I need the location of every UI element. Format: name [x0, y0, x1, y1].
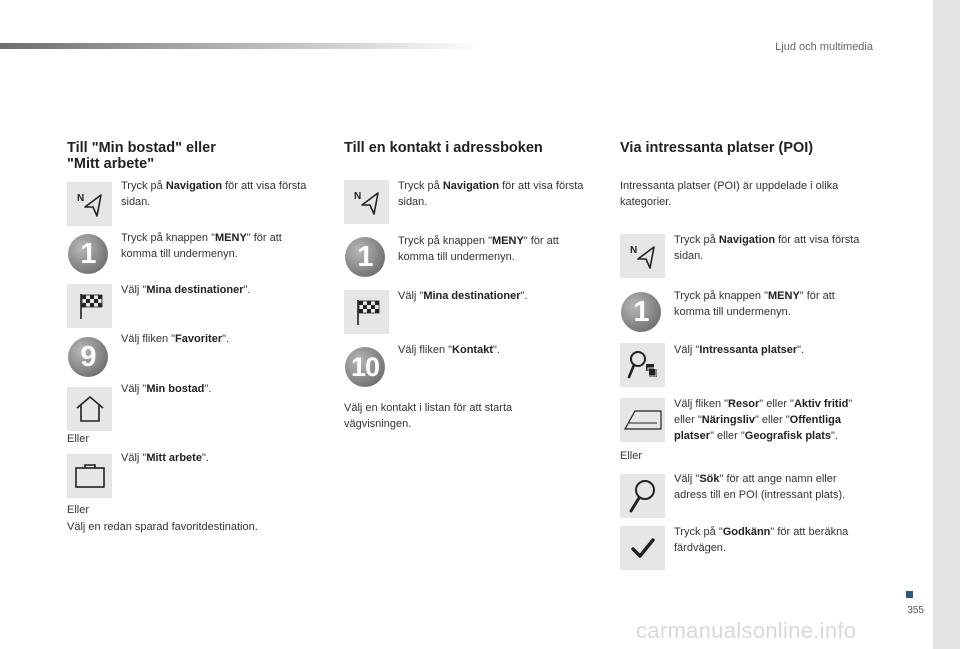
- column-poi: [620, 140, 880, 554]
- svg-text:N: N: [76, 193, 84, 204]
- title-line: Till "Min bostad" eller: [67, 140, 216, 156]
- column-home-work: [67, 140, 317, 533]
- section-title: Ljud och multimedia: [775, 41, 873, 53]
- intro-text: Intressanta platser (POI) är uppdelade i olika kategorier.: [620, 180, 839, 208]
- navigation-icon: [67, 182, 112, 226]
- step-text: Välj "Min bostad".: [121, 383, 212, 395]
- road-icon: [620, 398, 665, 442]
- page-side-band: [933, 0, 960, 649]
- step-number-badge: 1: [68, 234, 108, 274]
- step-text: Välj "Intressanta platser".: [674, 344, 805, 356]
- column-contact: [344, 140, 594, 430]
- checkmark-icon: [620, 526, 665, 570]
- column-title: Till en kontakt i adressboken: [344, 140, 543, 156]
- page-number: 355: [907, 605, 924, 616]
- svg-text:N: N: [353, 191, 361, 202]
- checkered-flag-icon: [344, 290, 389, 334]
- or-label: Eller: [67, 504, 90, 516]
- step-number-badge: 1: [345, 237, 385, 277]
- step-text: Välj fliken "Kontakt".: [398, 344, 500, 356]
- title-line: "Mitt arbete": [67, 156, 155, 172]
- step-text: Välj fliken "Resor" eller "Aktiv fritid" eller "Näringsliv" eller "Offentliga platser" eller "Geografisk plats".: [674, 398, 853, 442]
- or-label: Eller: [620, 450, 643, 462]
- watermark: carmanualsonline.info: [636, 618, 857, 643]
- step-number-badge: 9: [68, 337, 108, 377]
- step-text: Tryck på Navigation för att visa första sidan.: [121, 180, 307, 208]
- header-gradient-bar: [0, 43, 480, 49]
- or-label: Eller: [67, 433, 90, 445]
- column-title: Via intressanta platser (POI): [620, 140, 814, 156]
- final-note: Välj en redan sparad favoritdestination.: [67, 521, 258, 533]
- column-title: [67, 140, 317, 172]
- briefcase-icon: [67, 454, 112, 498]
- navigation-icon: [620, 234, 665, 278]
- magnifier-icon: [620, 474, 665, 518]
- step-number-badge: 1: [621, 292, 661, 332]
- step-text: Tryck på knappen "MENY" för att komma till undermenyn.: [121, 232, 282, 260]
- navigation-icon: [344, 180, 389, 224]
- step-text: Välj "Sök" för att ange namn eller adress till en POI (intressant plats).: [674, 473, 846, 501]
- step-text: Välj "Mitt arbete".: [121, 452, 209, 464]
- step-text: Tryck på "Godkänn" för att beräkna färdvägen.: [674, 526, 849, 554]
- step-text: Välj "Mina destinationer".: [121, 284, 251, 296]
- final-note: Välj en kontakt i listan för att starta vägvisningen.: [344, 402, 513, 430]
- checkered-flag-icon: [67, 284, 112, 328]
- step-text: Välj "Mina destinationer".: [398, 290, 528, 302]
- step-number-badge: 10: [345, 347, 385, 387]
- page-marker: [906, 591, 913, 598]
- svg-text:N: N: [629, 245, 637, 256]
- step-text: Tryck på knappen "MENY" för att komma till undermenyn.: [398, 235, 559, 263]
- poi-search-icon: [620, 343, 665, 387]
- step-text: Tryck på Navigation för att visa första sidan.: [674, 234, 860, 262]
- step-text: Tryck på Navigation för att visa första sidan.: [398, 180, 584, 208]
- house-icon: [67, 387, 112, 431]
- step-text: Tryck på knappen "MENY" för att komma till undermenyn.: [674, 290, 835, 318]
- step-text: Välj fliken "Favoriter".: [121, 333, 230, 345]
